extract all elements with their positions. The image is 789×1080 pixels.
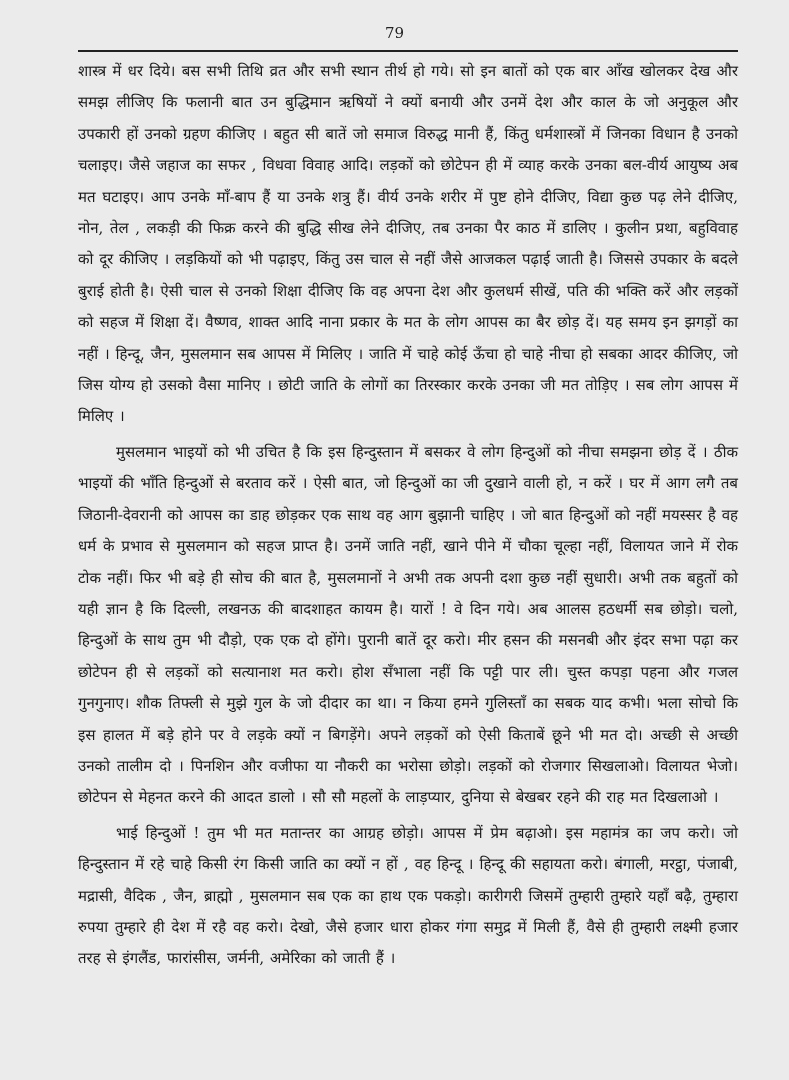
- paragraph: शास्त्र में धर दिये। बस सभी तिथि व्रत और सभी स्थान तीर्थ हो गये। सो इन बातों को एक बार आँख खोलकर देख और समझ लीजिए कि फलानी बात उन बुद्धिमान ऋषियों ने क्यों बनायी और उनमें देश और काल के जो अनुकूल और उपकारी हों उनको ग्रहण कीजिए । बहुत सी बातें जो समाज विरुद्ध मानी हैं, किंतु धर्मशास्त्रों में जिनका विधान है उनको चलाइए। जैसे जहाज का सफर , विधवा विवाह आदि। लड़कों को छोटेपन ही में व्याह करके उनका बल-वीर्य आयुष्य अब मत घटाइए। आप उनके माँ-बाप हैं या उनके शत्रु हैं। वीर्य उनके शरीर में पुष्ट होने दीजिए, विद्या कुछ पढ़ लेने दीजिए, नोन, तेल , लकड़ी की फिक्र करने की बुद्धि सीख लेने दीजिए, तब उनका पैर काठ में डालिए । कुलीन प्रथा, बहुविवाह को दूर कीजिए । लड़कियों को भी पढ़ाइए, किंतु उस चाल से नहीं जैसे आजकल पढ़ाई जाती है। जिससे उपकार के बदले बुराई होती है। ऐसी चाल से उनको शिक्षा दीजिए कि वह अपना देश और कुलधर्म सीखें, पति की भक्ति करें और लड़कों को सहज में शिक्षा दें। वैष्णव, शाक्त आदि नाना प्रकार के मत के लोग आपस का बैर छोड़ दें। यह समय इन झगड़ों का नहीं । हिन्दू, जैन, मुसलमान सब आपस में मिलिए । जाति में चाहे कोई ऊँचा हो चाहे नीचा हो सबका आदर कीजिए, जो जिस योग्य हो उसको वैसा मानिए । छोटी जाति के लोगों का तिरस्कार करके उनका जी मत तोड़िए । सब लोग आपस में मिलिए ।: [78, 62, 738, 426]
- paragraph: भाई हिन्दुओं ! तुम भी मत मतान्तर का आग्रह छोड़ो। आपस में प्रेम बढ़ाओ। इस महामंत्र का जप करो। जो हिन्दुस्तान में रहे चाहे किसी रंग किसी जाति का क्यों न हों , वह हिन्दू । हिन्दू की सहायता करो। बंगाली, मरट्ठा, पंजाबी, मद्रासी, वैदिक , जैन, ब्राह्मो , मुसलमान सब एक का हाथ एक पकड़ो। कारीगरी जिसमें तुम्हारी तुम्हारे यहाँ बढ़ै, तुम्हारा रुपया तुम्हारे ही देश में रहै वह करो। देखो, जैसे हजार धारा होकर गंगा समुद्र में मिली हैं, वैसे ही तुम्हारी लक्ष्मी हजार तरह से इंगलैंड, फारांसीस, जर्मनी, अमेरिका को जाती हैं ।: [78, 823, 738, 968]
- body-text: [78, 56, 738, 975]
- paragraph: मुसलमान भाइयों को भी उचित है कि इस हिन्दुस्तान में बसकर वे लोग हिन्दुओं को नीचा समझना छोड़ दें । ठीक भाइयों की भाँति हिन्दुओं से बरताव करें । ऐसी बात, जो हिन्दुओं का जी दुखाने वाली हो, न करें । घर में आग लगै तब जिठानी-देवरानी को आपस का डाह छोड़कर एक साथ वह आग बुझानी चाहिए । जो बात हिन्दुओं को नहीं मयस्सर है वह धर्म के प्रभाव से मुसलमान को सहज प्राप्त है। उनमें जाति नहीं, खाने पीने में चौका चूल्हा नहीं, विलायत जाने में रोक टोक नहीं। फिर भी बड़े ही सोच की बात है, मुसलमानों ने अभी तक अपनी दशा कुछ नहीं सुधारी। अभी तक बहुतों को यही ज्ञान है कि दिल्ली, लखनऊ की बादशाहत कायम है। यारों ! वे दिन गये। अब आलस हठधर्मी सब छोड़ो। चलो, हिन्दुओं के साथ तुम भी दौड़ो, एक एक दो होंगे। पुरानी बातें दूर करो। मीर हसन की मसनबी और इंदर सभा पढ़ा कर छोटेपन ही से लड़कों को सत्यानाश मत करो। होश सँभाला नहीं कि पट्टी पार ली। चुस्त कपड़ा पहना और गजल गुनगुनाए। शौक तिफ्ली से मुझे गुल के जो दीदार का था। न किया हमने गुलिस्ताँ का सबक याद कभी। भला सोचो कि इस हालत में बड़े होने पर वे लड़के क्यों न बिगड़ेंगे। अपने लड़कों को ऐसी किताबें छूने भी मत दो। अच्छी से अच्छी उनको तालीम दो । पिनशिन और वजीफा या नौकरी का भरोसा छोड़ो। लड़कों को रोजगार सिखलाओ। विलायत भेजो। छोटेपन से मेहनत करने की आदत डालो । सौ सौ महलों के लाड़प्यार, दुनिया से बेखबर रहने की राह मत दिखलाओ ।: [78, 442, 738, 807]
- header-rule: [78, 50, 738, 52]
- page-number: 79: [384, 24, 405, 42]
